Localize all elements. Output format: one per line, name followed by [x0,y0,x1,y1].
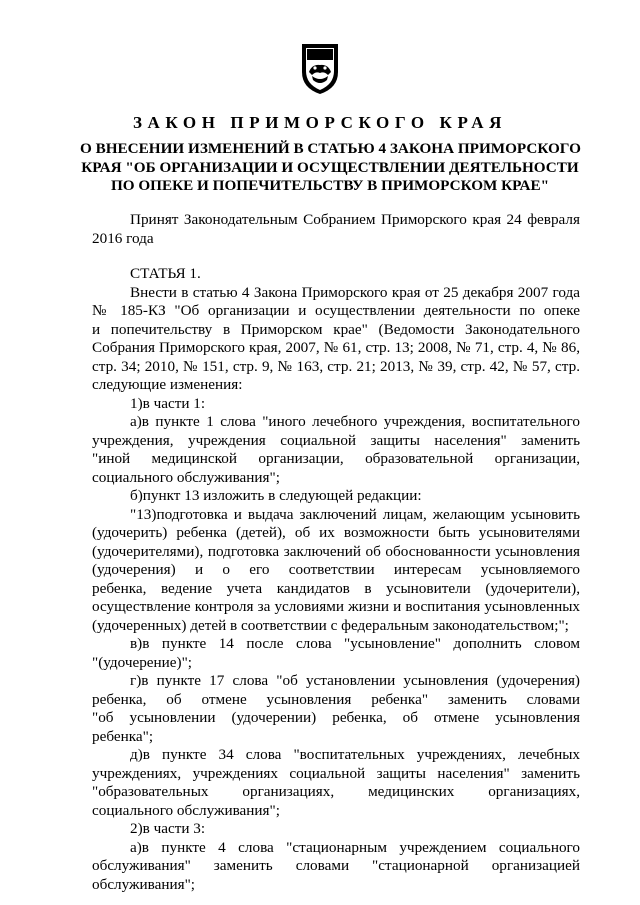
article-text-line: (удочеренных) детей в соответствии с федеральным законодательством;"; [92,616,569,634]
article-text-line: учреждения, учреждения социальной защиты населения" заменить [92,431,580,449]
article-text-line: "образовательных организациях, медицинских организациях, [92,783,580,800]
law-title: ЗАКОН ПРИМОРСКОГО КРАЯ [132,113,508,132]
article-text-line: д)в пункте 34 слова "воспитательных учреждениях, лечебных [130,746,580,763]
article-text-line: № 185-КЗ "Об организации и осуществлении деятельности по опеке [92,302,580,319]
article-text-line: (удочерителями), подготовка заключений об обоснованности усыновления [92,542,580,560]
article-text-line: г)в пункте 17 слова "об установлении усыновления (удочерения) [130,672,580,689]
adoption-line: 2016 года [92,229,154,247]
headline-line: О ВНЕСЕНИИ ИЗМЕНЕНИЙ В СТАТЬЮ 4 ЗАКОНА ПРИМОРСКОГО [80,140,581,157]
article-text-line: социального обслуживания"; [92,801,280,819]
article-text-line: осуществление контроля за условиями жизни и воспитания усыновленных [92,598,580,615]
article-text-line: обслуживания" заменить словами "стационарной организацией [92,857,580,874]
article-text-line: "иной медицинской организации, образовательной организации, [92,450,580,467]
article-text-line: в)в пункте 14 после слова "усыновление" дополнить словом [130,635,580,652]
article-text-line: учреждениях, учреждениях социальной защиты населения" заменить [92,764,580,782]
article-text-line: "об усыновлении (удочерении) ребенка, об отмене усыновления [92,709,580,726]
article-text-line: "(удочерение)"; [92,653,193,671]
article-text-line: Собрания Приморского края, 2007, № 61, стр. 13; 2008, № 71, стр. 4, № 86, [92,339,580,356]
article-text-line: ребенка"; [92,727,154,745]
law-headline [80,140,580,196]
coat-of-arms-icon [300,42,340,96]
article-body [92,265,580,894]
article-text-line: обслуживания"; [92,875,196,893]
article-text-line: Внести в статью 4 Закона Приморского края от 25 декабря 2007 года [130,283,580,301]
article-text-line: следующие изменения: [92,376,243,393]
headline-line: ПО ОПЕКЕ И ПОПЕЧИТЕЛЬСТВУ В ПРИМОРСКОМ КРАЕ" [110,177,550,194]
article-text-line: а)в пункте 1 слова "иного лечебного учреждения, воспитательного [130,413,580,430]
article-text-line: и попечительству в Приморском крае" (Ведомости Законодательного [92,320,580,338]
article-text-line: (удочерить) ребенка (детей), об их возможности быть усыновителями [92,524,580,541]
article-text-line: ребенка, об отмене усыновления ребенка" заменить словами [92,690,580,708]
article-text-line: б)пункт 13 изложить в следующей редакции: [130,487,422,504]
article-text-line: стр. 34; 2010, № 151, стр. 9, № 163, стр. 21; 2013, № 39, стр. 42, № 57, стр. [92,357,580,375]
article-text-line: ребенка, ведение учета кандидатов в усыновители (удочерители), [92,579,580,597]
article-text-line: социального обслуживания"; [92,468,280,486]
article-text-line: (удочерения) и о его соответствии интересам усыновляемого [92,561,580,578]
adoption-note [92,211,580,248]
article-text-line: а)в пункте 4 слова "стационарным учреждением социального [130,838,580,856]
article-text-line: 1)в части 1: [130,394,206,412]
article-text-line: "13)подготовка и выдача заключений лицам, желающим усыновить [130,505,580,523]
article-text-line: 2)в части 3: [130,820,206,837]
headline-line: КРАЯ "ОБ ОРГАНИЗАЦИИ И ОСУЩЕСТВЛЕНИИ ДЕЯТЕЛЬНОСТИ [81,158,579,176]
adoption-line: Принят Законодательным Собранием Приморского края 24 февраля [130,211,580,228]
article-text-line: СТАТЬЯ 1. [130,265,201,282]
